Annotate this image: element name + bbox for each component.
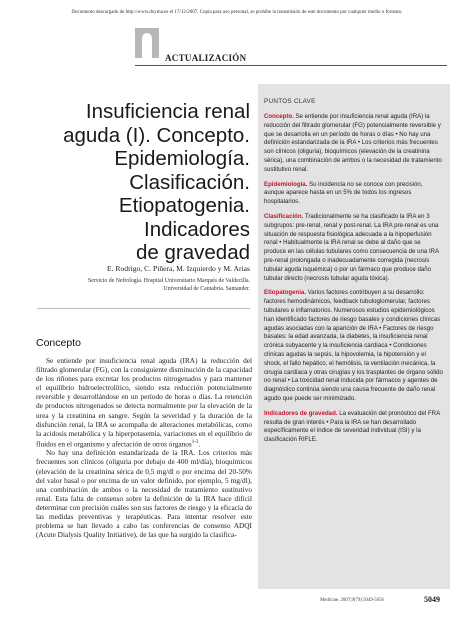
authors: E. Rodrigo, C. Piñera, M. Izquierdo y M. Arias bbox=[107, 264, 250, 273]
key-point: Clasificación. Tradicionalmente se ha clasificado la IRA en 3 subgrupos: pre-renal, renal y post-renal. La IRA pre-renal es una situación de respuesta fisiológica adecuada a la hipoperfusión renal • Habitualmente la IRA renal se debe al daño que se produce en las células tubulares como consecuencia de una IRA pre-renal prolongada o inadecuadamente corregida (necrosis tubular aguda isquémica) o por un fármaco que produce daño tubular directo (necrosis tubular aguda tóxica). bbox=[264, 212, 439, 282]
paragraph: Se entiende por insuficiencia renal aguda (IRA) la reducción del filtrado glomerular (FG), con la consiguiente disminución de la capacidad de los riñones para excretar los productos nitrogenados y para mantener el equilibrio hidroelectrolítico, siendo esta reducción potencialmente reversible y desarrollándose en un período de horas o días. La retención de productos nitrogenados se detecta normalmente por la elevación de la urea y la creatinina en sangre. Según la severidad y la duración de la disfunción renal, la IRA se acompaña de alteraciones metabólicas, como la acidosis metabólica y la hiperpotasemia, variaciones en el equilibrio de fluidos en el organismo y afectación de otros órganos$^{1-3}$. bbox=[36, 356, 252, 449]
key-point: Etiopatogenia. Varios factores contribuyen a su desarrollo: factores hemodinámicos, feedback tubuloglomerular, factores tubulares e inflamatorios. Numerosos estudios epidemiológicos han identificado factores de riesgo basales y condiciones clínicas agudas asociadas con la aparición de IRA • Factores de riesgo basales: la edad avanzada, la diabetes, la insuficiencia renal crónica subyacente y la insuficiencia cardíaca • Condiciones clínicas agudas la sepsis, la hipovolemia, la hipotensión y el shock, el fallo hepático, el hemólisis, la ventilación mecánica, la cirugía cardíaca y otras cirugías y los trasplantes de órgano sólido no renal • La toxicidad renal inducida por fármacos y agentes de diagnóstico continúa siendo una causa frecuente de daño renal agudo que puede ser minimizado. bbox=[264, 289, 443, 402]
key-points-text bbox=[264, 113, 444, 451]
key-point: Concepto. Se entiende por insuficiencia renal aguda (IRA) la reducción del filtrado glomerular (FG) potencialmente reversible y que se desarrolla en un período de horas o días • No hay una definición estandarizada de la IRA • Los criterios más frecuentes son clínicos (oliguria), bioquímicos (elevación de la creatinina sérica), una combinación de ambos o la necesidad de tratamiento sustitutivo renal. bbox=[264, 113, 442, 173]
title-line: Clasificación. bbox=[129, 170, 250, 194]
title-line: Insuficiencia renal bbox=[85, 100, 250, 123]
affiliation bbox=[20, 277, 250, 293]
key-point-term: Concepto. bbox=[264, 113, 294, 120]
key-point-term: Clasificación. bbox=[264, 212, 304, 220]
download-notice: Documento descargado de http://www.doyma.es el 17/12/2007. Copia para uso personal, se prohíbe la transmisión de este documento por cualquier medio o formato. bbox=[71, 10, 403, 15]
section-heading: Concepto bbox=[36, 337, 81, 349]
header-rule bbox=[135, 65, 447, 66]
page-number: 5049 bbox=[424, 595, 440, 604]
key-point-term: Indicadores de gravedad. bbox=[264, 409, 338, 417]
affiliation-line: Universidad de Cantabria. Santander. bbox=[163, 286, 250, 292]
key-point: Epidemiología. Su incidencia no se conoce con precisión, aunque aparece hasta en un 5% de todos los ingresos hospitalarios. bbox=[264, 180, 423, 206]
title-line: de gravedad bbox=[136, 241, 250, 264]
affiliation-line: Servicio de Nefrología. Hospital Universitario Marqués de Valdecilla. bbox=[88, 278, 250, 284]
key-point: Indicadores de gravedad. La evaluación del pronóstico del FRA resulta de gran interés • Para la IRA se han desarrollado específicamente el índice de severidad individual (ISI) y la clasificación RIFLE. bbox=[264, 409, 440, 444]
title-line: Etiopatogenia. bbox=[118, 194, 250, 217]
section-logo bbox=[135, 28, 159, 58]
divider bbox=[37, 308, 250, 309]
section-label: ACTUALIZACIÓN bbox=[165, 53, 247, 63]
key-point-term: Epidemiología. bbox=[264, 180, 308, 188]
journal-footer: Medicine. 2007;9(79):5049-5056 bbox=[320, 598, 384, 603]
body-text bbox=[36, 356, 252, 539]
title-line: Indicadores bbox=[144, 217, 250, 241]
article-title bbox=[20, 100, 250, 265]
key-point-term: Etiopatogenia. bbox=[264, 289, 306, 297]
title-line: Epidemiología. bbox=[114, 147, 250, 170]
key-points-heading: PUNTOS CLAVE bbox=[264, 98, 316, 105]
paragraph: No hay una definición estandarizada de la IRA. Los criterios más frecuentes son clínicos (oliguria por debajo de 400 ml/día), bioquímicos (elevación de la creatinina sérica de 0,5 mg/dl o por encima del 20-50% del valor basal o por encima de un valor definido, por ejemplo, 5 mg/dl), una combinación de ambos o la necesidad de tratamiento sustitutivo renal. Esta falta de consenso sobre la definición de la IRA hace difícil determinar con precisión cuáles son sus factores de riesgo y la eficacia de las medidas preventivas y terapéuticas. Para intentar resolver este problema se han llevado a cabo las conferencias de consenso ADQI (Acute Dialysis Quality Initiative), de las que ha surgido la clasifica- bbox=[36, 448, 252, 540]
title-line: aguda (I). Concepto. bbox=[63, 123, 250, 147]
reference[interactable]: 1-3 bbox=[191, 439, 199, 445]
